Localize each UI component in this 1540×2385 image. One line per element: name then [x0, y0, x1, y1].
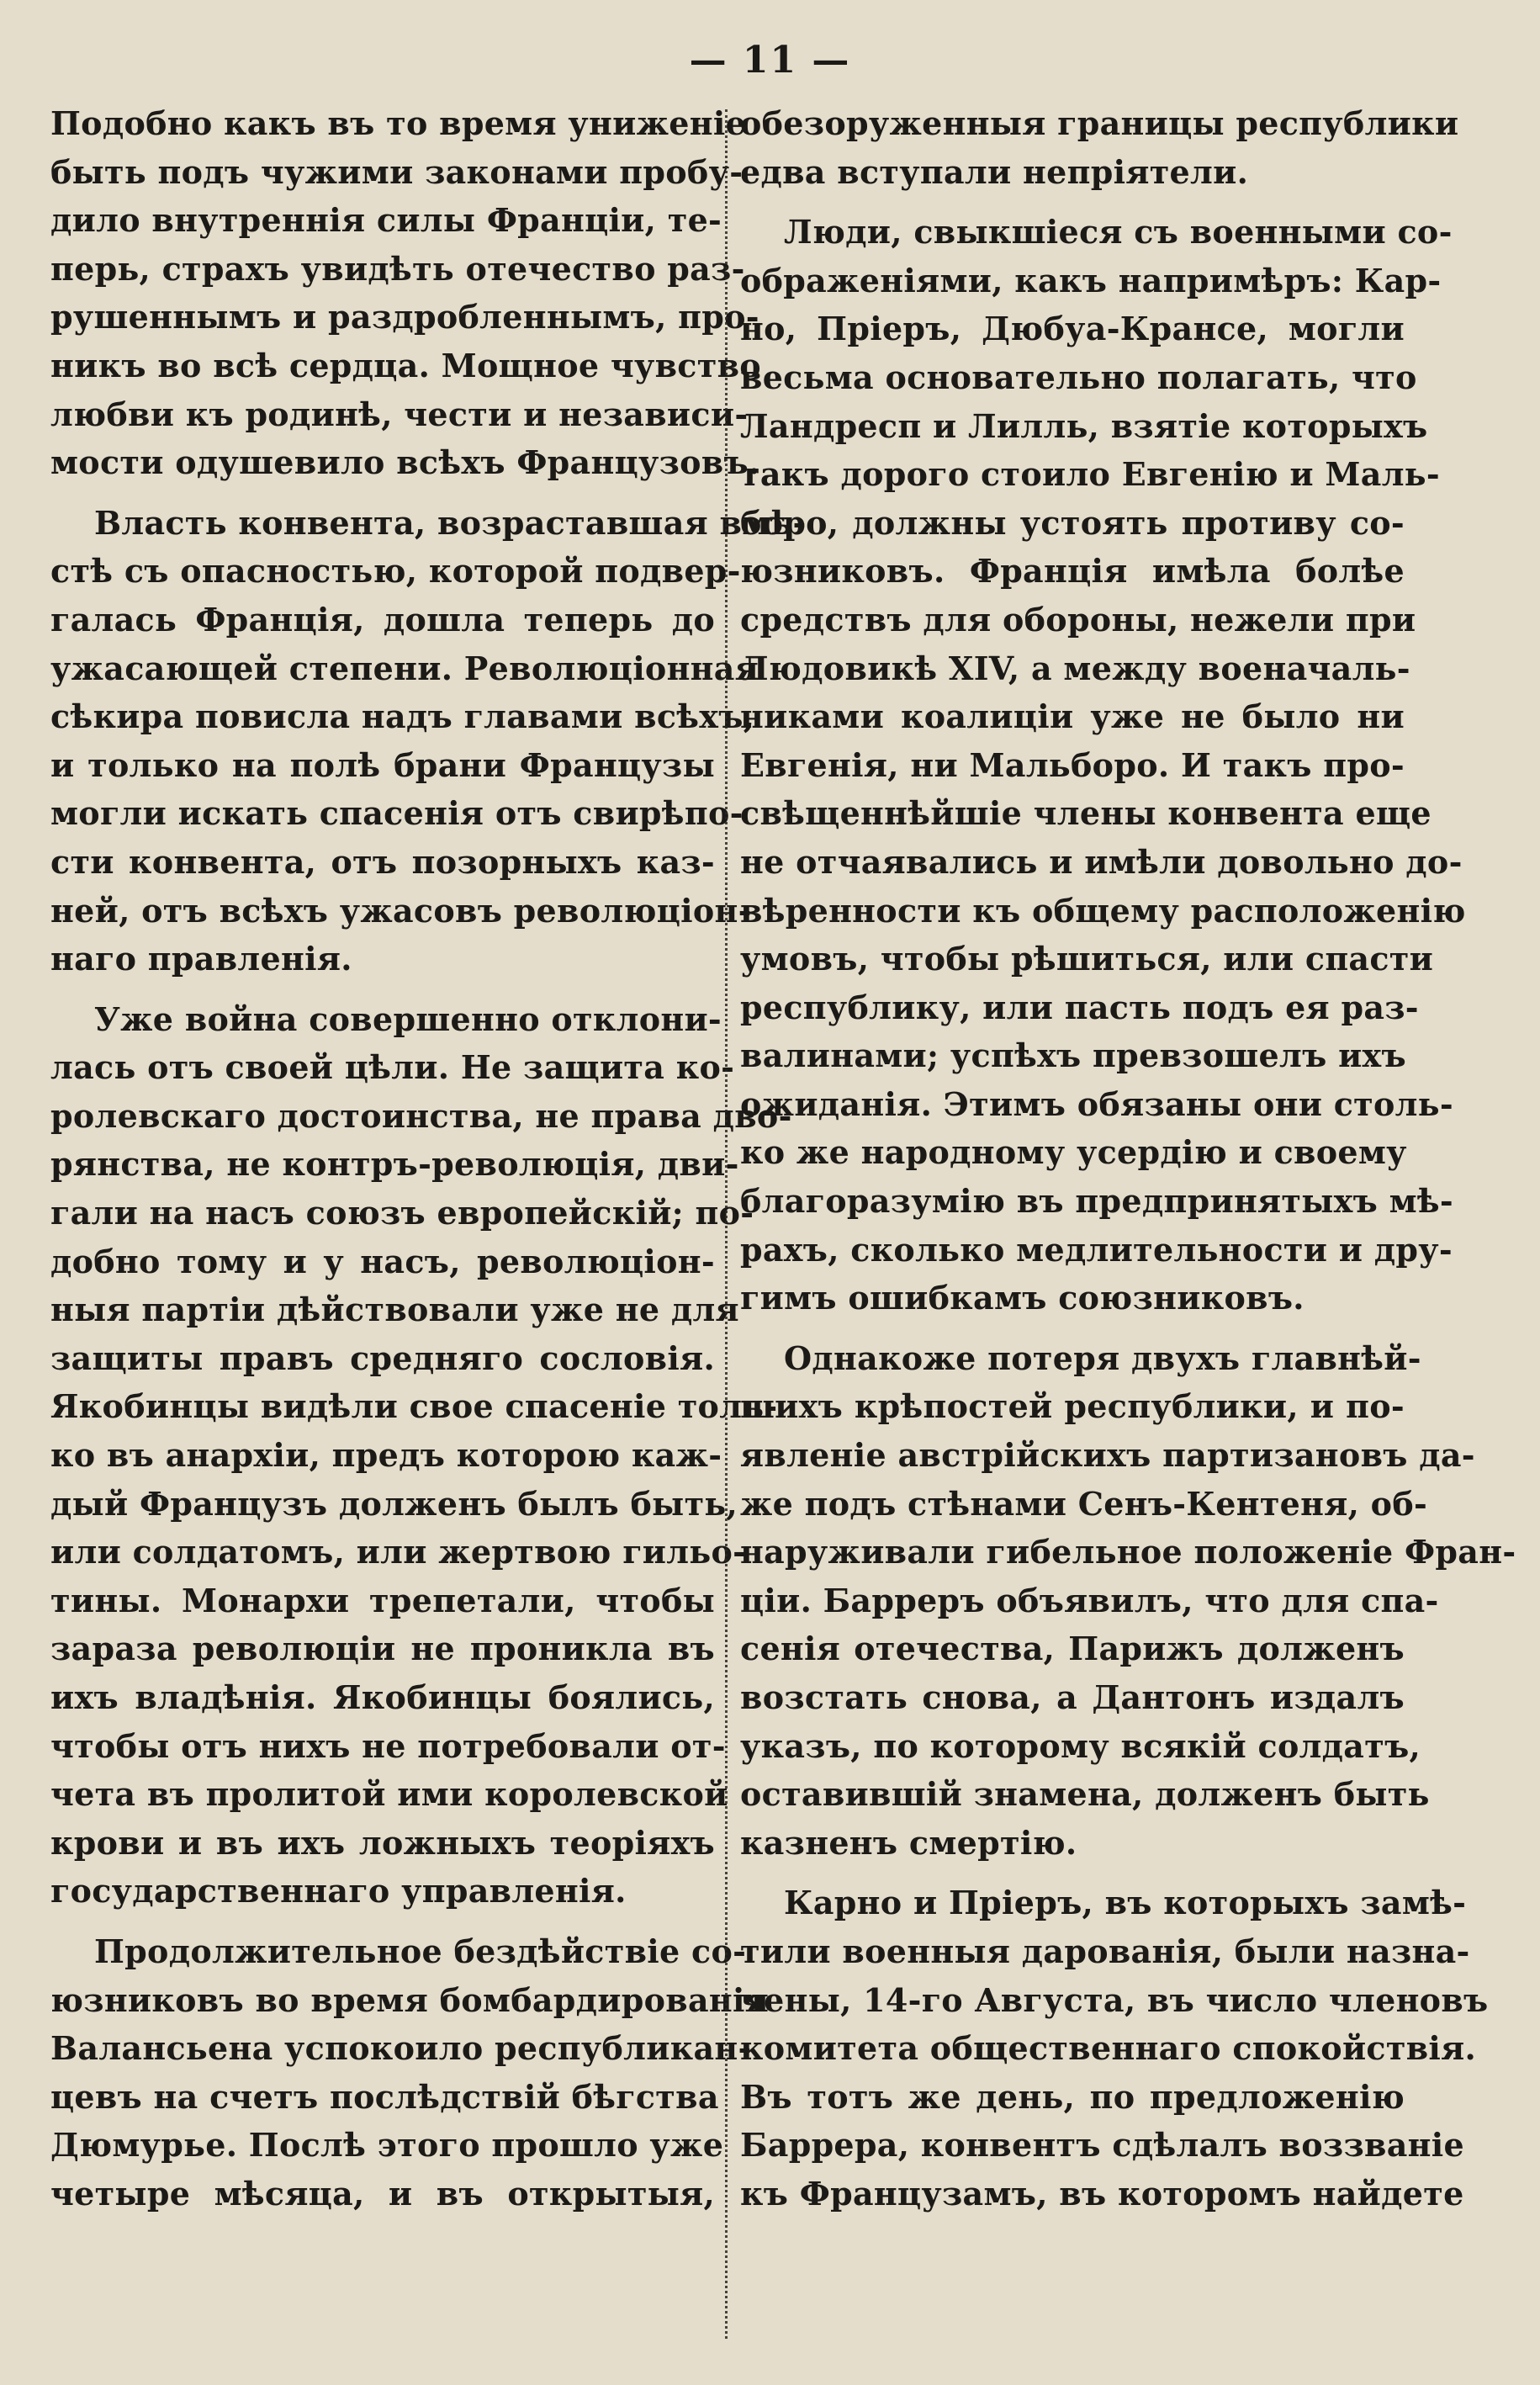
text-line: Подобно какъ въ то время униженіе [50, 104, 747, 142]
text-line: дило внутреннія силы Франціи, те- [50, 201, 722, 240]
text-line: добно тому и у насъ, революціон- [50, 1242, 715, 1280]
text-line: галась Франція, дошла теперь до [50, 600, 715, 639]
text-line: сенія отечества, Парижъ долженъ [740, 1630, 1405, 1668]
text-line: наруживали гибельное положеніе Фран- [740, 1533, 1516, 1571]
text-line: мости одушевило всѣхъ Французовъ. [50, 443, 760, 482]
text-line: сти конвента, отъ позорныхъ каз- [50, 842, 715, 881]
text-line: вѣренности къ общему расположенію [740, 891, 1466, 930]
text-line: рянства, не контръ-революція, дви- [50, 1145, 739, 1184]
text-line: никъ во всѣ сердца. Мощное чувство [50, 346, 761, 384]
text-line: казненъ смертію. [740, 1823, 1077, 1862]
text-line: ожиданія. Этимъ обязаны они столь- [740, 1084, 1453, 1123]
text-line: средствъ для обороны, нежели при [740, 600, 1416, 639]
paragraph-gap [740, 196, 1405, 208]
paragraph-gap [740, 1322, 1405, 1334]
text-line: Однакоже потеря двухъ главнѣй- [784, 1338, 1421, 1377]
text-line: цевъ на счетъ послѣдствій бѣгства [50, 2077, 719, 2116]
text-line: Евгенія, ни Мальборо. И такъ про- [740, 745, 1405, 784]
text-line: четыре мѣсяца, и въ открытыя, [50, 2174, 715, 2213]
text-line: но, Пріеръ, Дюбуа-Крансе, могли [740, 310, 1405, 348]
text-line: ображеніями, какъ напримѣръ: Кар- [740, 261, 1442, 299]
text-line: гимъ ошибкамъ союзниковъ. [740, 1279, 1305, 1317]
text-line: Уже война совершенно отклони- [94, 999, 722, 1038]
text-line: рахъ, сколько медлительности и дру- [740, 1230, 1453, 1269]
text-line: Власть конвента, возраставшая вмѣ- [94, 503, 807, 542]
text-line: стѣ съ опасностью, которой подвер- [50, 552, 741, 591]
text-line: свѣщеннѣйшіе члены конвента еще [740, 794, 1432, 833]
text-line: рушеннымъ и раздробленнымъ, про- [50, 298, 759, 337]
text-line: указъ, по которому всякій солдатъ, [740, 1726, 1421, 1765]
column-divider [725, 109, 729, 2339]
page-number: — 11 — [689, 39, 851, 82]
text-line: ціи. Барреръ объявилъ, что для спа- [740, 1581, 1439, 1619]
text-line: ко въ анархіи, предъ которою каж- [50, 1436, 722, 1475]
text-line: ныя партіи дѣйствовали уже не для [50, 1291, 739, 1329]
text-line: юзниковъ. Франція имѣла болѣе [740, 552, 1405, 591]
paragraph-gap [50, 487, 715, 499]
text-line: наго правленія. [50, 940, 352, 978]
text-line: же подъ стѣнами Сенъ-Кентеня, об- [740, 1484, 1428, 1523]
text-line: къ Французамъ, въ которомъ найдете [740, 2174, 1464, 2213]
text-line: лась отъ своей цѣли. Не защита ко- [50, 1048, 735, 1087]
right-column [740, 99, 1516, 2354]
text-line: Якобинцы видѣли свое спасеніе толь- [50, 1387, 778, 1426]
text-line: республику, или пасть подъ ея раз- [740, 988, 1419, 1026]
text-line: защиты правъ средняго сословія. [50, 1338, 715, 1377]
text-line: Продолжительное бездѣйствіе со- [94, 1932, 747, 1970]
text-line: обезоруженныя границы республики [740, 104, 1459, 142]
text-line: ко же народному усердію и своему [740, 1133, 1407, 1172]
text-line: чтобы отъ нихъ не потребовали от- [50, 1726, 726, 1765]
text-line: тили военныя дарованія, были назна- [740, 1932, 1470, 1970]
text-line: Въ тотъ же день, по предложенію [740, 2077, 1405, 2116]
left-column [50, 99, 807, 2354]
text-line: явленіе австрійскихъ партизановъ да- [740, 1436, 1475, 1475]
text-line: перь, страхъ увидѣть отечество раз- [50, 249, 745, 288]
text-line: Ландресп и Лилль, взятіе которыхъ [740, 406, 1428, 445]
text-line: едва вступали непріятели. [740, 152, 1249, 191]
text-line: оставившій знамена, долженъ быть [740, 1775, 1430, 1814]
text-line: могли искать спасенія отъ свирѣпо- [50, 794, 744, 833]
text-line: быть подъ чужими законами пробу- [50, 152, 744, 191]
text-line: и только на полѣ брани Французы [50, 745, 715, 784]
paragraph-gap [740, 1867, 1405, 1879]
text-line: чены, 14-го Августа, въ число членовъ [740, 1980, 1489, 2019]
text-line: государственнаго управленія. [50, 1872, 627, 1911]
text-line: валинами; успѣхъ превзошелъ ихъ [740, 1036, 1406, 1075]
text-line: юзниковъ во время бомбардированія [50, 1980, 770, 2019]
text-line: чета въ пролитой ими королевской [50, 1775, 728, 1814]
text-line: комитета общественнаго спокойствія. [740, 2029, 1477, 2068]
text-line: тины. Монархи трепетали, чтобы [50, 1581, 715, 1619]
text-line: ихъ владѣнія. Якобинцы боялись, [50, 1678, 715, 1716]
text-line: такъ дорого стоило Евгенію и Маль- [740, 455, 1440, 494]
text-line: зараза революціи не проникла въ [50, 1630, 715, 1668]
text-line: дый Французъ долженъ былъ быть, [50, 1484, 738, 1523]
text-line: любви къ родинѣ, чести и независи- [50, 395, 749, 433]
text-line: весьма основательно полагать, что [740, 358, 1417, 396]
text-line: сѣкира повисла надъ главами всѣхъ, [50, 697, 755, 736]
text-line: Людовикѣ XIV, а между военачаль- [740, 649, 1410, 687]
text-line: возстать снова, а Дантонъ издалъ [740, 1678, 1405, 1716]
text-line: Карно и Пріеръ, въ которыхъ замѣ- [784, 1884, 1467, 1922]
text-line: ролевскаго достоинства, не права дво- [50, 1096, 792, 1135]
text-line: ужасающей степени. Революціонная [50, 649, 759, 687]
text-line: боро, должны устоять противу со- [740, 503, 1405, 542]
text-line: или солдатомъ, или жертвою гильо- [50, 1533, 747, 1571]
text-line: никами коалиціи уже не было ни [740, 697, 1405, 736]
paragraph-gap [50, 1916, 715, 1927]
text-line: Валансьена успокоило республикан- [50, 2029, 752, 2068]
text-line: умовъ, чтобы рѣшиться, или спасти [740, 940, 1434, 978]
text-line: не отчаявались и имѣли довольно до- [740, 842, 1463, 881]
text-line: гали на насъ союзъ европейскій; по- [50, 1194, 754, 1232]
text-line: ней, отъ всѣхъ ужасовъ революціон- [50, 891, 752, 930]
text-line: шихъ крѣпостей республики, и по- [740, 1387, 1405, 1426]
paragraph-gap [50, 983, 715, 995]
text-line: благоразумію въ предпринятыхъ мѣ- [740, 1182, 1453, 1221]
text-line: Люди, свыкшіеся съ военными со- [784, 213, 1453, 252]
text-line: Дюмурье. Послѣ этого прошло уже [50, 2126, 724, 2165]
text-line: Баррера, конвентъ сдѣлалъ воззваніе [740, 2126, 1464, 2165]
text-line: крови и въ ихъ ложныхъ теоріяхъ [50, 1823, 715, 1862]
